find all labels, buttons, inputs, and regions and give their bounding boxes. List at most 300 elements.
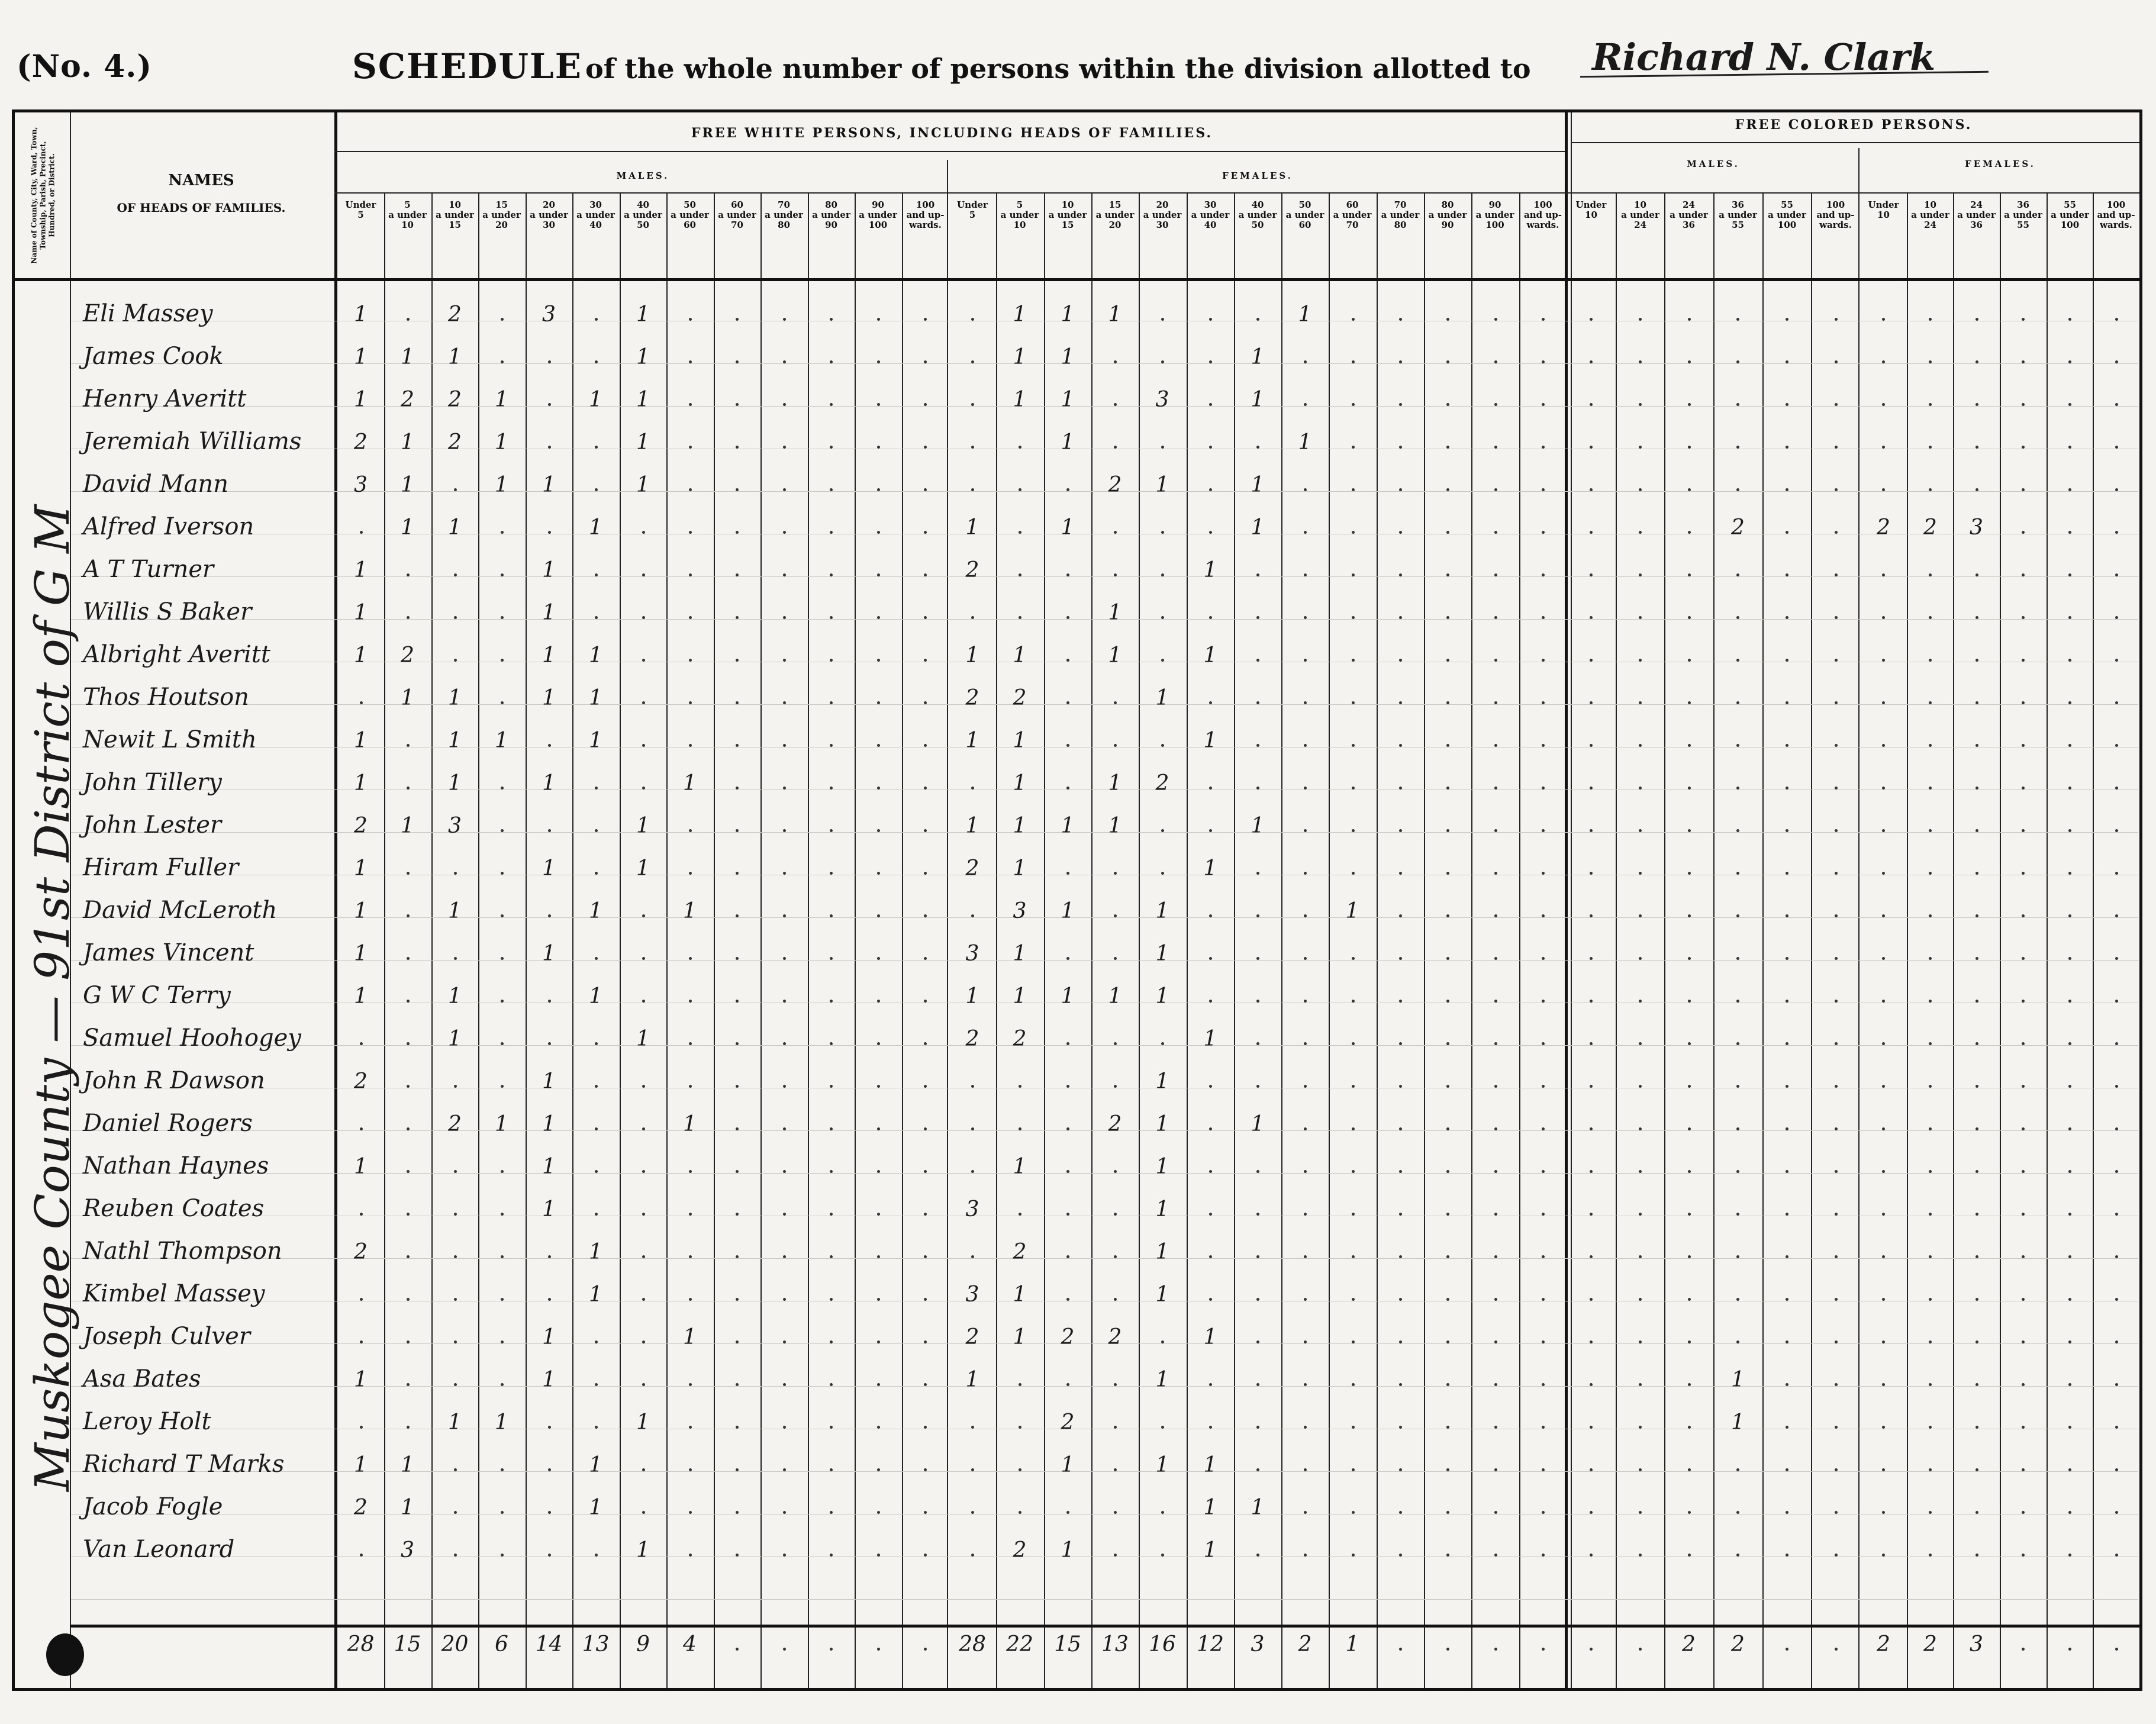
empty-cell-dot [595,1340,598,1343]
empty-cell-dot [1882,1340,1885,1343]
cf-age-header: 36 a under 55 [2004,199,2042,230]
empty-cell-dot [971,1127,974,1130]
empty-cell-dot [877,659,880,662]
empty-cell-dot [736,829,739,832]
empty-cell-dot [1542,1298,1545,1301]
empty-cell-dot [1542,829,1545,832]
wf-count: 2 [1061,1325,1075,1349]
wf-age-header: Under 5 [957,199,988,220]
wm-count: 1 [495,729,508,753]
wf-count: 1 [1013,814,1027,838]
empty-cell-dot [924,403,927,406]
empty-cell-dot [1835,1042,1838,1045]
empty-cell-dot [689,616,692,619]
empty-cell-dot [1929,1000,1932,1003]
empty-cell-dot [1929,1426,1932,1429]
empty-cell-dot [1256,744,1259,747]
empty-cell-dot [1882,1468,1885,1471]
wm-count: 1 [354,1368,368,1392]
empty-cell-dot [1446,1298,1449,1301]
empty-cell-dot [595,318,598,321]
empty-cell-dot [1399,573,1402,576]
empty-cell-dot [360,1042,363,1045]
wm-count: 1 [542,558,556,582]
wm-column-rule [431,192,433,1688]
empty-cell-dot [2068,1255,2071,1258]
empty-cell-dot [1975,1298,1978,1301]
empty-cell-dot [1066,573,1069,576]
empty-cell-dot [548,1511,551,1514]
empty-cell-dot [2022,1426,2025,1429]
empty-cell-dot [2068,360,2071,363]
empty-cell-dot [1494,1000,1497,1003]
empty-cell-dot [924,1255,927,1258]
empty-cell-dot [689,872,692,875]
empty-cell-dot [1209,318,1212,321]
empty-cell-dot [1494,829,1497,832]
empty-cell-dot [1114,1298,1117,1301]
empty-cell-dot [1688,318,1691,321]
empty-cell-dot [689,531,692,534]
empty-cell-dot [642,744,645,747]
empty-cell-dot [454,616,457,619]
head-of-family-name: David McLeroth [83,897,278,924]
white-females-header: FEMALES. [1222,170,1293,181]
wf-age-header: 90 a under 100 [1475,199,1514,230]
empty-cell-dot [1352,1213,1355,1216]
empty-cell-dot [689,1511,692,1514]
empty-cell-dot [1542,1511,1545,1514]
empty-cell-dot [1209,616,1212,619]
cm-age-header: 100 and up- wards. [1816,199,1855,230]
wm-count: 1 [354,1155,368,1179]
empty-cell-dot [1975,1042,1978,1045]
empty-cell-dot [1446,701,1449,704]
empty-cell-dot [642,701,645,704]
empty-cell-dot [830,488,833,491]
empty-cell-dot [1304,573,1307,576]
empty-cell-dot [501,829,504,832]
empty-cell-dot [1835,616,1838,619]
empty-cell-dot [1542,1000,1545,1003]
cf-age-header: 55 a under 100 [2051,199,2089,230]
empty-cell-dot [501,318,504,321]
empty-total-dot [877,1648,880,1651]
empty-cell-dot [1304,957,1307,960]
head-of-family-name: John R Dawson [83,1067,265,1094]
empty-cell-dot [1446,1468,1449,1471]
wm-count: 1 [354,345,368,369]
empty-cell-dot [1786,1511,1788,1514]
empty-cell-dot [407,787,410,790]
empty-cell-dot [2115,488,2118,491]
district-label: Muskogee County — 91st District of G M [25,504,80,1491]
wf-count: 1 [1155,686,1169,710]
empty-cell-dot [1835,531,1838,534]
empty-cell-dot [595,1213,598,1216]
empty-cell-dot [1446,1255,1449,1258]
wm-count: 1 [354,558,368,582]
empty-cell-dot [1975,744,1978,747]
empty-cell-dot [1835,1255,1838,1258]
empty-cell-dot [1786,403,1788,406]
empty-cell-dot [1352,1383,1355,1386]
empty-cell-dot [1929,701,1932,704]
wm-count: 3 [448,814,462,838]
empty-cell-dot [1786,914,1788,917]
wf-age-header: 60 a under 70 [1333,199,1372,230]
empty-cell-dot [407,1426,410,1429]
empty-cell-dot [736,360,739,363]
empty-cell-dot [501,1340,504,1343]
wf-column-rule [1329,192,1330,1688]
empty-cell-dot [1975,1468,1978,1471]
row-rule [71,1045,2138,1046]
empty-cell-dot [1590,957,1593,960]
wm-count: 1 [354,771,368,795]
empty-cell-dot [1639,573,1642,576]
empty-cell-dot [2068,829,2071,832]
empty-cell-dot [1882,1554,1885,1557]
empty-cell-dot [1446,1127,1449,1130]
empty-cell-dot [454,1554,457,1557]
empty-cell-dot [1209,360,1212,363]
empty-cell-dot [1736,957,1739,960]
empty-cell-dot [1256,1170,1259,1173]
empty-cell-dot [1590,318,1593,321]
empty-cell-dot [1786,1554,1788,1557]
empty-cell-dot [1114,446,1117,449]
empty-cell-dot [877,531,880,534]
empty-cell-dot [1399,1213,1402,1216]
cf-column-rule [2000,192,2001,1688]
empty-cell-dot [877,318,880,321]
wf-count: 1 [1155,473,1169,497]
empty-cell-dot [1639,1213,1642,1216]
empty-cell-dot [1688,1255,1691,1258]
empty-cell-dot [1882,318,1885,321]
empty-cell-dot [1929,1340,1932,1343]
empty-cell-dot [1494,1127,1497,1130]
empty-cell-dot [2022,1554,2025,1557]
empty-cell-dot [783,403,786,406]
empty-cell-dot [924,1383,927,1386]
wf-age-header: 50 a under 60 [1285,199,1324,230]
empty-cell-dot [1066,1383,1069,1386]
cf-total: 2 [1877,1632,1890,1657]
empty-cell-dot [1494,1468,1497,1471]
wm-count: 1 [636,814,650,838]
empty-cell-dot [1736,403,1739,406]
wm-count: 1 [448,899,462,923]
empty-total-dot [1446,1648,1449,1651]
empty-cell-dot [2115,659,2118,662]
empty-total-dot [783,1648,786,1651]
empty-cell-dot [501,1170,504,1173]
wf-age-header: 100 and up- wards. [1524,199,1562,230]
empty-cell-dot [1019,573,1021,576]
empty-cell-dot [971,1085,974,1088]
empty-cell-dot [1114,957,1117,960]
empty-cell-dot [1929,1213,1932,1216]
empty-cell-dot [642,573,645,576]
empty-cell-dot [736,531,739,534]
empty-cell-dot [2115,744,2118,747]
empty-cell-dot [1256,446,1259,449]
empty-cell-dot [2022,488,2025,491]
empty-cell-dot [1882,1000,1885,1003]
empty-cell-dot [1494,1213,1497,1216]
empty-cell-dot [1399,446,1402,449]
empty-cell-dot [877,1554,880,1557]
empty-cell-dot [1882,1383,1885,1386]
empty-cell-dot [454,573,457,576]
empty-cell-dot [1114,1511,1117,1514]
empty-cell-dot [1786,446,1788,449]
empty-cell-dot [2022,360,2025,363]
empty-cell-dot [830,787,833,790]
empty-cell-dot [1590,1085,1593,1088]
empty-cell-dot [736,1340,739,1343]
wm-count: 2 [354,1069,368,1094]
empty-cell-dot [1256,957,1259,960]
cm-age-header: 36 a under 55 [1719,199,1757,230]
wm-count: 1 [401,430,414,455]
empty-cell-dot [407,872,410,875]
wm-count: 2 [354,1496,368,1520]
wf-age-header: 40 a under 50 [1238,199,1277,230]
empty-cell-dot [454,1213,457,1216]
empty-cell-dot [1688,1042,1691,1045]
wf-count: 1 [1155,1240,1169,1264]
empty-cell-dot [1639,531,1642,534]
empty-cell-dot [1352,1426,1355,1429]
empty-cell-dot [2022,616,2025,619]
wm-column-rule [808,192,809,1688]
empty-cell-dot [1494,1298,1497,1301]
empty-cell-dot [971,360,974,363]
empty-cell-dot [877,1426,880,1429]
empty-cell-dot [501,1468,504,1471]
empty-cell-dot [2068,872,2071,875]
empty-cell-dot [1882,1127,1885,1130]
empty-cell-dot [1399,1426,1402,1429]
empty-cell-dot [548,1426,551,1429]
empty-cell-dot [689,744,692,747]
empty-cell-dot [783,787,786,790]
empty-cell-dot [642,1170,645,1173]
empty-cell-dot [1688,1298,1691,1301]
empty-cell-dot [783,573,786,576]
empty-cell-dot [1209,446,1212,449]
head-of-family-name: James Vincent [83,939,254,966]
empty-cell-dot [1688,1213,1691,1216]
empty-cell-dot [1304,1170,1307,1173]
empty-cell-dot [924,744,927,747]
empty-cell-dot [1688,914,1691,917]
empty-cell-dot [1446,957,1449,960]
empty-cell-dot [1019,616,1021,619]
empty-cell-dot [1975,1170,1978,1173]
wm-total: 15 [394,1632,421,1657]
empty-cell-dot [830,829,833,832]
wm-age-header: 80 a under 90 [812,199,850,230]
wf-count: 1 [1013,1282,1027,1307]
wm-count: 1 [448,729,462,753]
empty-cell-dot [2115,1255,2118,1258]
head-of-family-name: Daniel Rogers [83,1110,253,1137]
empty-cell-dot [1975,914,1978,917]
empty-cell-dot [1786,787,1788,790]
empty-cell-dot [595,1383,598,1386]
empty-cell-dot [1786,1383,1788,1386]
cm-total: 2 [1731,1632,1745,1657]
wm-count: 2 [401,643,414,668]
empty-cell-dot [1446,531,1449,534]
empty-cell-dot [595,957,598,960]
wf-count: 1 [1061,1453,1075,1477]
empty-cell-dot [642,1511,645,1514]
section-divider-2 [1571,112,1572,1688]
empty-cell-dot [1399,318,1402,321]
wm-count: 3 [401,1538,414,1562]
wf-count: 2 [965,1325,979,1349]
cm-count: 2 [1731,515,1745,540]
empty-cell-dot [407,1170,410,1173]
wm-count: 1 [636,345,650,369]
wf-count: 1 [1203,1325,1217,1349]
side-header: Name of County, City, Ward, Town, Township, Parish, Precinct, Hundred, or District. [30,127,56,264]
head-of-family-name: Newit L Smith [83,726,257,753]
empty-cell-dot [2022,957,2025,960]
empty-cell-dot [2068,1170,2071,1173]
head-of-family-name: Nathl Thompson [83,1238,282,1265]
empty-cell-dot [1786,1340,1788,1343]
empty-cell-dot [1209,531,1212,534]
empty-cell-dot [924,957,927,960]
empty-cell-dot [1542,360,1545,363]
empty-cell-dot [1639,1340,1642,1343]
empty-cell-dot [783,744,786,747]
wm-count: 1 [589,1240,602,1264]
empty-cell-dot [1786,1170,1788,1173]
empty-cell-dot [1786,1000,1788,1003]
empty-total-dot [1542,1648,1545,1651]
empty-cell-dot [1786,318,1788,321]
empty-cell-dot [2022,531,2025,534]
empty-cell-dot [689,1383,692,1386]
empty-cell-dot [1446,1511,1449,1514]
empty-cell-dot [783,1255,786,1258]
empty-cell-dot [454,659,457,662]
empty-cell-dot [1256,914,1259,917]
empty-cell-dot [924,318,927,321]
empty-total-dot [736,1648,739,1651]
empty-cell-dot [2068,1383,2071,1386]
empty-cell-dot [1688,1554,1691,1557]
empty-cell-dot [1929,446,1932,449]
page-number-label: (No. 4.) [17,49,152,85]
wm-count: 1 [542,1112,556,1136]
wf-count: 1 [1155,1453,1169,1477]
empty-cell-dot [2115,403,2118,406]
empty-cell-dot [1352,531,1355,534]
empty-cell-dot [1399,403,1402,406]
empty-cell-dot [1590,446,1593,449]
empty-cell-dot [736,573,739,576]
empty-cell-dot [1929,744,1932,747]
empty-cell-dot [1494,616,1497,619]
wm-count: 1 [589,984,602,1008]
colored-females-header: FEMALES. [1965,159,2036,169]
empty-cell-dot [689,1426,692,1429]
empty-cell-dot [548,1000,551,1003]
empty-cell-dot [595,1170,598,1173]
wf-count: 1 [1155,1112,1169,1136]
empty-cell-dot [1256,573,1259,576]
head-of-family-name: John Tillery [83,769,222,796]
row-rule [71,704,2138,705]
wm-count: 1 [542,1197,556,1222]
empty-cell-dot [1590,488,1593,491]
wm-count: 1 [495,430,508,455]
empty-cell-dot [1446,360,1449,363]
empty-cell-dot [407,1383,410,1386]
empty-cell-dot [1929,488,1932,491]
empty-cell-dot [689,1298,692,1301]
empty-cell-dot [1019,1085,1021,1088]
wf-total: 22 [1006,1632,1033,1657]
empty-cell-dot [1736,1213,1739,1216]
empty-total-dot [1590,1648,1593,1651]
empty-cell-dot [830,616,833,619]
empty-cell-dot [1882,744,1885,747]
cf-count: 2 [1877,515,1890,540]
empty-cell-dot [877,573,880,576]
empty-cell-dot [1590,403,1593,406]
empty-cell-dot [2115,1085,2118,1088]
empty-cell-dot [1256,1340,1259,1343]
empty-cell-dot [642,1298,645,1301]
empty-cell-dot [689,1255,692,1258]
empty-cell-dot [1590,1383,1593,1386]
wf-count: 1 [1251,345,1265,369]
head-of-family-name: Hiram Fuller [83,854,239,881]
section-divider [1565,112,1568,1688]
empty-cell-dot [501,616,504,619]
wf-count: 1 [1203,729,1217,753]
empty-cell-dot [642,659,645,662]
wf-count: 2 [1013,686,1027,710]
empty-cell-dot [2115,318,2118,321]
empty-cell-dot [1590,1426,1593,1429]
empty-cell-dot [1209,1426,1212,1429]
empty-cell-dot [1256,1255,1259,1258]
empty-cell-dot [877,957,880,960]
wm-count: 1 [542,771,556,795]
empty-cell-dot [1639,1255,1642,1258]
empty-cell-dot [830,744,833,747]
empty-cell-dot [1399,1127,1402,1130]
empty-cell-dot [1352,360,1355,363]
empty-cell-dot [1209,1170,1212,1173]
empty-cell-dot [689,403,692,406]
empty-cell-dot [877,360,880,363]
empty-cell-dot [1835,403,1838,406]
empty-cell-dot [1688,1000,1691,1003]
title-word: SCHEDULE [352,46,582,86]
empty-cell-dot [1736,360,1739,363]
